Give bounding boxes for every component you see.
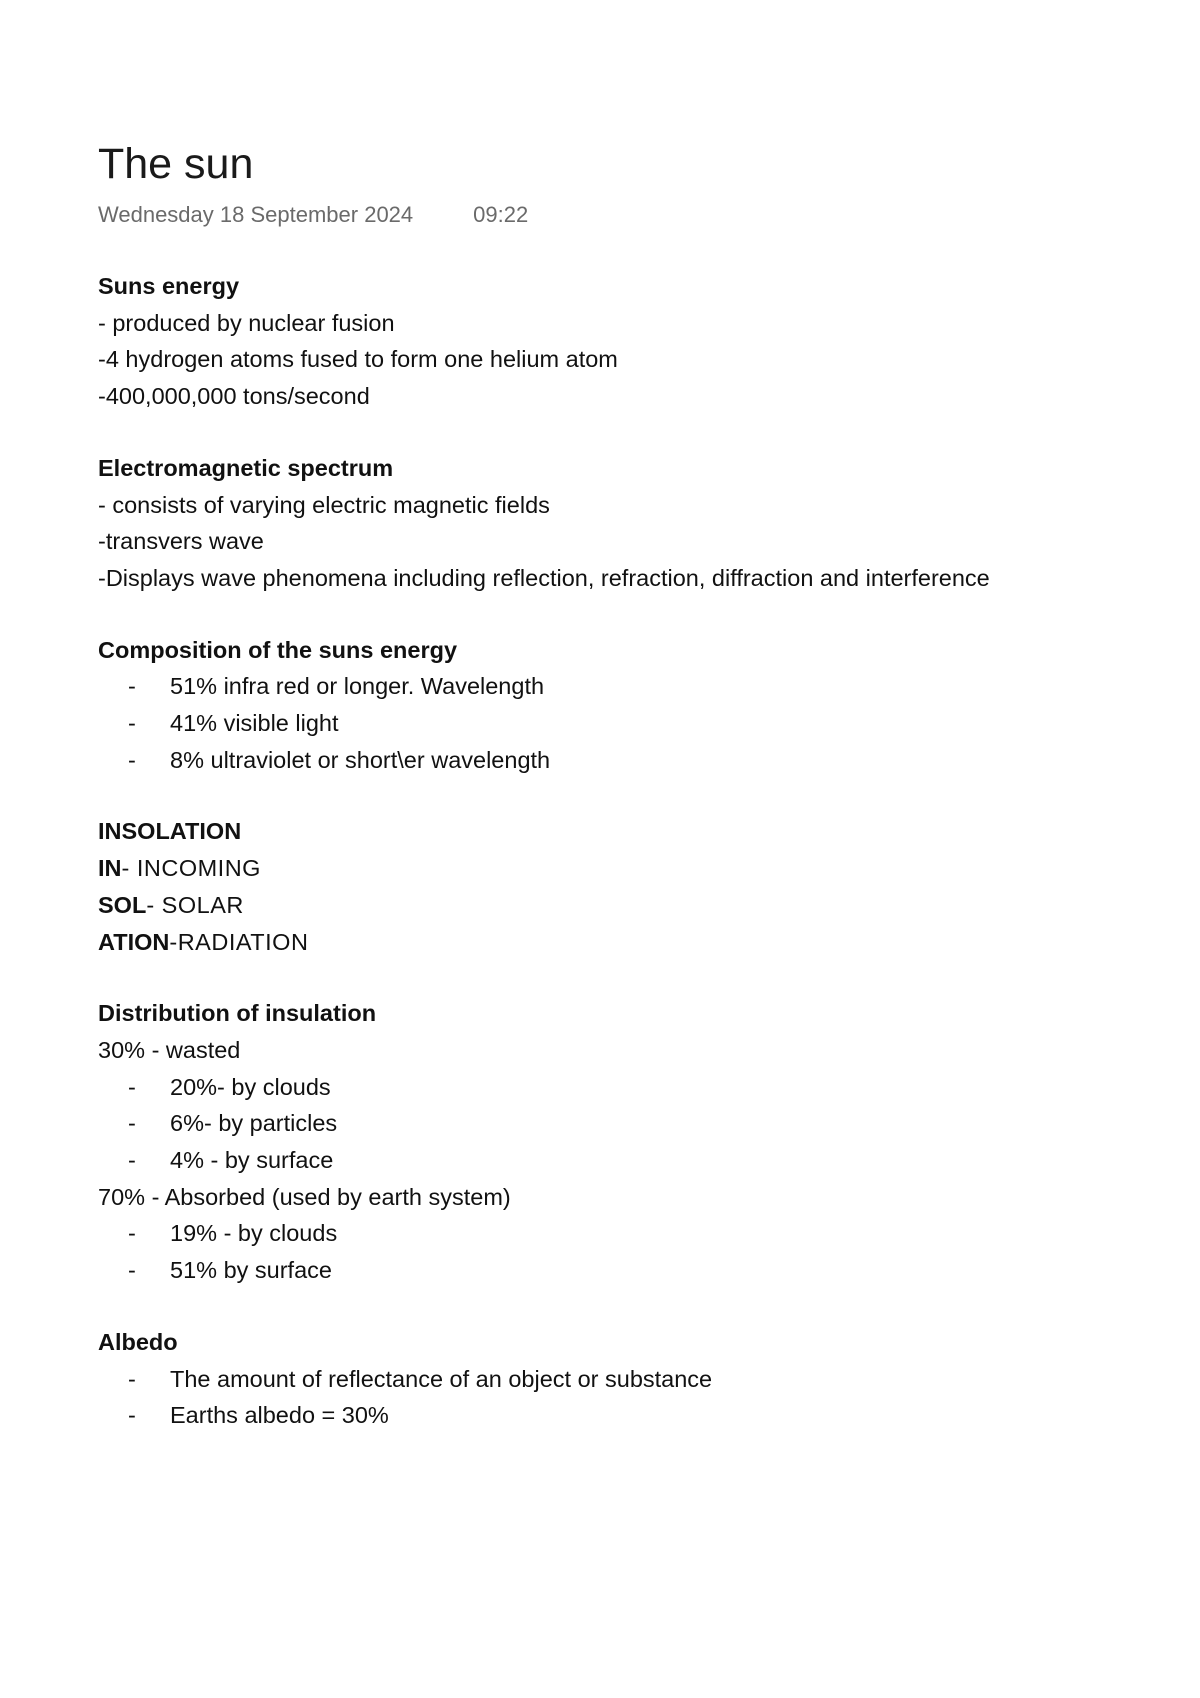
bullet-marker: - (128, 1147, 136, 1174)
section-suns-energy (98, 268, 1158, 415)
bullet-marker: - (128, 673, 136, 700)
section-em-spectrum (98, 450, 1158, 597)
bullet-marker: - (128, 1073, 136, 1100)
acronym-part: IN (98, 855, 122, 882)
list-item-text: 51% infra red or longer. Wavelength (170, 673, 545, 700)
bullet-marker: - (128, 1365, 136, 1392)
acronym-row (98, 887, 1158, 924)
list-item (98, 1397, 1158, 1434)
list-item (98, 1361, 1158, 1398)
list-item-text: 19% - by clouds (170, 1220, 338, 1247)
text-line: -4 hydrogen atoms fused to form one helium atom (98, 346, 618, 373)
acronym-part: SOL (98, 891, 147, 918)
text-line: 30% - wasted (98, 1036, 241, 1063)
text-line: -Displays wave phenomena including reflection, refraction, diffraction and interference (98, 564, 990, 591)
list-item (98, 742, 1158, 779)
note-content (98, 268, 1158, 1434)
bullet-marker: - (128, 746, 136, 773)
acronym-meaning: - INCOMING (121, 855, 261, 882)
text-line: 70% - Absorbed (used by earth system) (98, 1183, 511, 1210)
text-line: -transvers wave (98, 528, 264, 555)
acronym-meaning: - SOLAR (146, 891, 244, 918)
section-heading: Electromagnetic spectrum (98, 454, 394, 481)
section-heading: Suns energy (98, 273, 240, 299)
bullet-marker: - (128, 710, 136, 737)
section-heading: Albedo (98, 1328, 178, 1355)
section-albedo (98, 1324, 1158, 1434)
list-item-text: The amount of reflectance of an object or substance (170, 1365, 713, 1392)
list-item-text: 41% visible light (170, 710, 339, 737)
list-item (98, 705, 1158, 742)
section-heading: Distribution of insulation (98, 1000, 377, 1027)
list-item (98, 1142, 1158, 1179)
list-item (98, 1215, 1158, 1252)
page-time: 09:22 (473, 202, 529, 227)
list-item (98, 1252, 1158, 1289)
list-item (98, 1069, 1158, 1106)
bullet-marker: - (128, 1220, 136, 1247)
text-line: - consists of varying electric magnetic fields (98, 491, 550, 518)
section-distribution (98, 995, 1158, 1289)
note-page (98, 136, 1158, 1469)
list-item-text: 4% - by surface (170, 1147, 334, 1174)
acronym-row (98, 850, 1158, 887)
page-meta (98, 200, 1158, 230)
acronym-meaning: -RADIATION (169, 928, 309, 955)
bullet-marker: - (128, 1402, 136, 1429)
list-item-text: 51% by surface (170, 1257, 332, 1284)
section-heading: INSOLATION (98, 818, 242, 845)
acronym-part: ATION (98, 928, 170, 955)
page-title: The sun (98, 140, 254, 188)
section-composition (98, 632, 1158, 779)
list-item-text: 20%- by clouds (170, 1073, 331, 1100)
list-item-text: 6%- by particles (170, 1110, 338, 1137)
acronym-row (98, 924, 1158, 961)
text-line: - produced by nuclear fusion (98, 309, 395, 336)
section-insolation (98, 813, 1158, 960)
list-item-text: Earths albedo = 30% (170, 1402, 389, 1429)
list-item-text: 8% ultraviolet or short\er wavelength (170, 746, 551, 773)
list-item (98, 668, 1158, 705)
bullet-marker: - (128, 1257, 136, 1284)
page-date: Wednesday 18 September 2024 (98, 202, 414, 227)
bullet-marker: - (128, 1110, 136, 1137)
text-line: -400,000,000 tons/second (98, 383, 370, 410)
section-heading: Composition of the suns energy (98, 636, 458, 663)
list-item (98, 1105, 1158, 1142)
